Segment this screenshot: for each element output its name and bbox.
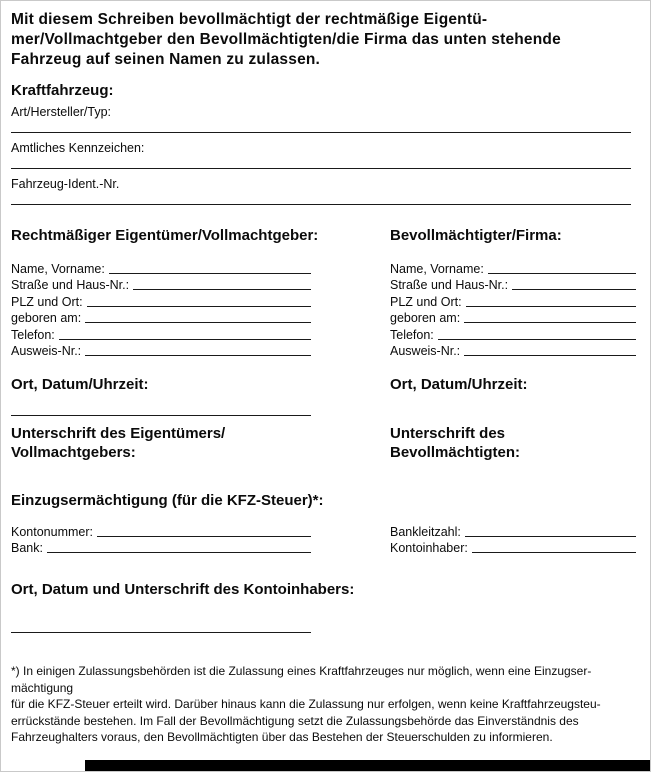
blank-line <box>109 264 311 274</box>
owner-field-row <box>11 325 311 342</box>
blank-line <box>87 297 311 307</box>
blank-line <box>11 193 631 205</box>
blank-line <box>512 280 636 290</box>
footnote <box>11 663 636 746</box>
attorney-signature-heading-line2: Bevollmächtigten: <box>390 444 521 461</box>
field-label: geboren am: <box>390 311 461 325</box>
field-label: Bank: <box>11 541 43 555</box>
attorney-field-row <box>390 292 636 309</box>
footnote-line-3: für die KFZ-Steuer erteilt wird. Darüber hinaus kann die Zulassung nur erfolgen, wenn keine Kraftfahrzeugsteu- <box>11 697 601 711</box>
footnote-line-4: errückstände bestehen. Im Fall der Bevollmächtigung setzt die Zulassungsbehörde das Einverständnis des <box>11 713 579 728</box>
attorney-signature-heading-line1: Unterschrift des <box>390 425 506 442</box>
bottom-black-bar <box>85 760 650 771</box>
field-label: Bankleitzahl: <box>390 524 461 539</box>
field-label: PLZ und Ort: <box>390 294 462 309</box>
field-label: Straße und Haus-Nr.: <box>390 278 509 292</box>
owner-ort-datum-heading: Ort, Datum/Uhrzeit: <box>11 376 149 393</box>
owner-signature-heading <box>11 424 390 462</box>
blank-line <box>85 313 311 323</box>
field-label: Ausweis-Nr.: <box>11 344 82 358</box>
blank-line <box>97 527 311 537</box>
owner-field-row <box>11 342 311 359</box>
intro-line-1: Mit diesem Schreiben bevollmächtigt der rechtmäßige Eigentü- <box>11 11 488 28</box>
blank-line <box>438 330 636 340</box>
blank-line <box>85 346 311 356</box>
field-label: Name, Vorname: <box>390 261 484 276</box>
blank-line <box>466 297 636 307</box>
footnote-line-2: mächtigung <box>11 680 74 695</box>
owner-column <box>11 227 390 358</box>
attorney-field-row <box>390 309 636 326</box>
blank-line <box>59 330 311 340</box>
debit-section-heading: Einzugsermächtigung (für die KFZ-Steuer)*: <box>11 492 324 509</box>
blank-line <box>464 346 636 356</box>
owner-field-row <box>11 309 311 326</box>
attorney-field-row <box>390 342 636 359</box>
debit-right-column <box>390 522 636 555</box>
field-label: Straße und Haus-Nr.: <box>11 278 130 292</box>
debit-field-row <box>390 539 636 556</box>
debit-left-column <box>11 522 390 555</box>
field-label: Fahrzeug-Ident.-Nr. <box>11 177 120 191</box>
field-label: PLZ und Ort: <box>11 294 83 309</box>
ort-datum-row <box>11 358 636 394</box>
owner-signature-heading-line1: Unterschrift des Eigentümers/ <box>11 425 226 442</box>
signature-headings-row <box>11 424 636 462</box>
blank-line <box>11 599 311 633</box>
field-label: Telefon: <box>11 327 55 342</box>
footnote-line-5: Fahrzeughalters voraus, den Bevollmächtigten über das Bestehen der Steuerschulden zu informieren. <box>11 730 553 744</box>
debit-columns <box>11 522 636 555</box>
blank-line <box>472 543 636 553</box>
footnote-line-1: *) In einigen Zulassungsbehörden ist die Zulassung eines Kraftfahrzeuges nur möglich, wenn eine Einzugser- <box>11 664 592 678</box>
account-holder-signature-heading: Ort, Datum und Unterschrift des Kontoinhabers: <box>11 581 355 598</box>
blank-line <box>464 313 636 323</box>
field-label: Name, Vorname: <box>11 261 105 276</box>
debit-field-row <box>11 522 311 539</box>
field-label: Art/Hersteller/Typ: <box>11 105 112 119</box>
owner-field-row <box>11 276 311 293</box>
intro-text <box>11 10 636 70</box>
attorney-signature-heading <box>390 424 636 462</box>
field-label: Kontoinhaber: <box>390 541 468 555</box>
blank-line <box>11 394 311 416</box>
debit-field-row <box>390 522 636 539</box>
owner-field-row <box>11 259 311 276</box>
attorney-field-row <box>390 276 636 293</box>
parties-columns <box>11 227 636 358</box>
intro-line-3: Fahrzeug auf seinen Namen zu zulassen. <box>11 51 321 68</box>
owner-signature-heading-line2: Vollmachtgebers: <box>11 444 136 461</box>
blank-line <box>11 157 631 169</box>
vehicle-section <box>11 104 636 205</box>
blank-line <box>133 280 311 290</box>
field-label: Kontonummer: <box>11 524 93 539</box>
owner-field-row <box>11 292 311 309</box>
field-label: Telefon: <box>390 327 434 342</box>
attorney-column <box>390 227 636 358</box>
intro-line-2: mer/Vollmachtgeber den Bevollmächtigten/die Firma das unten stehende <box>11 31 561 48</box>
blank-line <box>465 527 636 537</box>
field-label: Amtliches Kennzeichen: <box>11 141 145 155</box>
blank-line <box>11 121 631 133</box>
owner-heading: Rechtmäßiger Eigentümer/Vollmachtgeber: <box>11 227 319 244</box>
vehicle-field-type <box>11 104 636 133</box>
attorney-field-row <box>390 259 636 276</box>
field-label: geboren am: <box>11 311 82 325</box>
attorney-field-row <box>390 325 636 342</box>
vehicle-field-vin <box>11 176 636 205</box>
vehicle-section-heading: Kraftfahrzeug: <box>11 82 114 99</box>
blank-line <box>488 264 636 274</box>
attorney-ort-datum-heading: Ort, Datum/Uhrzeit: <box>390 376 528 393</box>
field-label: Ausweis-Nr.: <box>390 344 461 358</box>
vehicle-field-plate <box>11 140 636 169</box>
form-page <box>1 1 650 746</box>
blank-line <box>47 543 311 553</box>
attorney-heading: Bevollmächtigter/Firma: <box>390 227 562 244</box>
debit-field-row <box>11 539 311 556</box>
